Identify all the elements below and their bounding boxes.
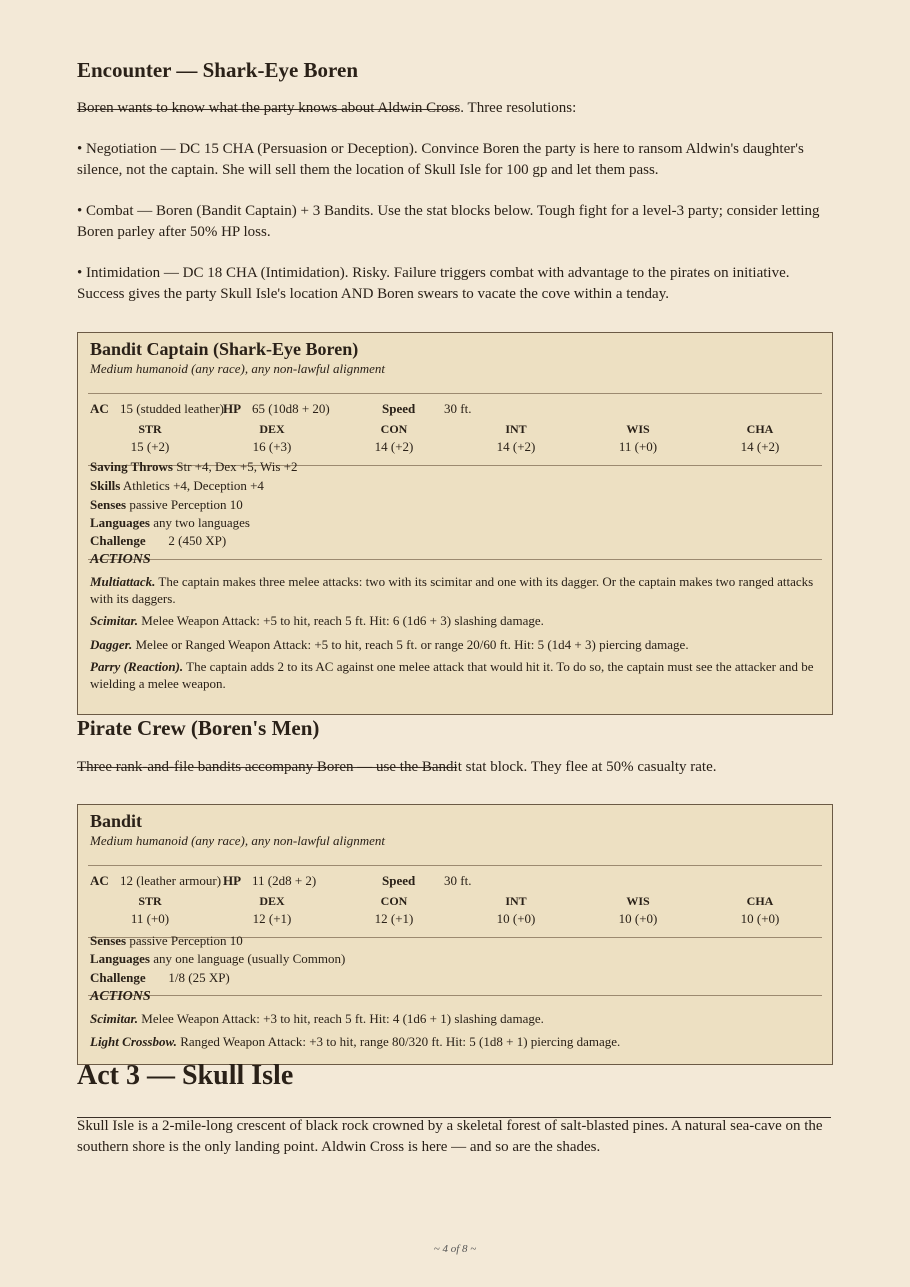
encounter-heading: Encounter — Shark-Eye Boren bbox=[77, 58, 358, 82]
statblock-title: Bandit Captain (Shark-Eye Boren) bbox=[90, 339, 359, 359]
speed-label: Speed bbox=[382, 873, 416, 888]
statblock-type: Medium humanoid (any race), any non-lawful alignment bbox=[90, 833, 385, 848]
action-parry: Parry (Reaction). The captain adds 2 to its AC against one melee attack that would hit it. To do so, the captain must see the attacker and be wielding a melee weapon. bbox=[90, 659, 814, 691]
statblock-type: Medium humanoid (any race), any non-lawful alignment bbox=[90, 361, 385, 376]
languages: Languages any one language (usually Common) bbox=[90, 951, 346, 966]
action-multiattack: Multiattack. The captain makes three melee attacks: two with its scimitar and one with its dagger. Or the captain makes two ranged attacks with its daggers. bbox=[90, 574, 814, 606]
skills: Skills Athletics +4, Deception +4 bbox=[90, 478, 264, 493]
divider bbox=[88, 995, 822, 996]
attr-dex: DEX 12 (+1) bbox=[252, 894, 292, 926]
saving-throws: Saving Throws Str +4, Dex +5, Wis +2 bbox=[90, 459, 298, 474]
attr-str: STR 11 (+0) bbox=[130, 894, 170, 926]
attr-cha: CHA 14 (+2) bbox=[740, 422, 780, 454]
attr-cha: CHA 10 (+0) bbox=[740, 894, 780, 926]
ac-label: AC bbox=[90, 873, 109, 888]
act3-heading: Act 3 — Skull Isle bbox=[77, 1060, 294, 1091]
option-negotiation: • Negotiation — DC 15 CHA (Persuasion or Deception). Convince Boren the party is here to ransom Aldwin's daughter's silence, not the captain. She will sell them the location of Skull Isle for 100 gp and let them pass. bbox=[77, 141, 804, 178]
hp-value: 11 (2d8 + 2) bbox=[252, 873, 317, 888]
senses: Senses passive Perception 10 bbox=[90, 933, 243, 948]
action-scimitar: Scimitar. Melee Weapon Attack: +3 to hit, reach 5 ft. Hit: 4 (1d6 + 1) slashing damage. bbox=[90, 1011, 544, 1026]
challenge: Challenge 2 (450 XP) bbox=[90, 533, 227, 548]
act3-text: Skull Isle is a 2-mile-long crescent of black rock crowned by a skeletal forest of salt-blasted pines. A natural sea-cave on the southern shore is the only landing point. Aldwin Cross is here — and so are the shades. bbox=[77, 1118, 823, 1155]
hp-label: HP bbox=[223, 401, 242, 416]
statblock-bandit-captain bbox=[77, 332, 833, 715]
attr-con: CON 12 (+1) bbox=[374, 894, 414, 926]
challenge: Challenge 1/8 (25 XP) bbox=[90, 970, 230, 985]
divider bbox=[88, 393, 822, 394]
attr-wis: WIS 10 (+0) bbox=[618, 894, 658, 926]
speed-value: 30 ft. bbox=[444, 873, 472, 888]
divider bbox=[88, 559, 822, 560]
crew-text: Three rank-and-file bandits accompany Boren — use the Bandit stat block. They flee at 50% casualty rate. bbox=[77, 759, 717, 775]
action-dagger: Dagger. Melee or Ranged Weapon Attack: +5 to hit, reach 5 ft. or range 20/60 ft. Hit: 5 (1d4 + 3) piercing damage. bbox=[90, 637, 689, 652]
encounter-intro: Boren wants to know what the party knows about Aldwin Cross. Three resolutions: bbox=[77, 100, 577, 116]
speed-value: 30 ft. bbox=[444, 401, 472, 416]
statblock-title: Bandit bbox=[90, 811, 143, 831]
action-scimitar: Scimitar. Melee Weapon Attack: +5 to hit, reach 5 ft. Hit: 6 (1d6 + 3) slashing damage. bbox=[90, 613, 544, 628]
attr-wis: WIS 11 (+0) bbox=[618, 422, 658, 454]
attr-int: INT 14 (+2) bbox=[496, 422, 536, 454]
option-combat: • Combat — Boren (Bandit Captain) + 3 Bandits. Use the stat blocks below. Tough fight for a level-3 party; consider letting Boren parley after 50% HP loss. bbox=[77, 203, 820, 240]
actions-heading: ACTIONS bbox=[90, 989, 151, 1004]
speed-label: Speed bbox=[382, 401, 416, 416]
option-intimidation: • Intimidation — DC 18 CHA (Intimidation). Risky. Failure triggers combat with advantage to the pirates on initiative. Success gives the party Skull Isle's location AND Boren swears to vacate the cove within a tenday. bbox=[77, 265, 790, 302]
hp-value: 65 (10d8 + 20) bbox=[252, 401, 330, 416]
page-number: ~ 4 of 8 ~ bbox=[433, 1243, 477, 1255]
statblock-bandit bbox=[77, 804, 833, 1065]
crew-heading: Pirate Crew (Boren's Men) bbox=[77, 716, 320, 740]
senses: Senses passive Perception 10 bbox=[90, 497, 243, 512]
attr-con: CON 14 (+2) bbox=[374, 422, 414, 454]
divider bbox=[88, 865, 822, 866]
ac-label: AC bbox=[90, 401, 109, 416]
languages: Languages any two languages bbox=[90, 515, 250, 530]
hp-label: HP bbox=[223, 873, 242, 888]
ac-value: 12 (leather armour) bbox=[120, 873, 222, 888]
ac-value: 15 (studded leather) bbox=[120, 401, 224, 416]
action-light-crossbow: Light Crossbow. Ranged Weapon Attack: +3 to hit, range 80/320 ft. Hit: 5 (1d8 + 1) piercing damage. bbox=[90, 1034, 621, 1049]
actions-heading: ACTIONS bbox=[90, 552, 151, 567]
attr-int: INT 10 (+0) bbox=[496, 894, 536, 926]
attr-str: STR 15 (+2) bbox=[130, 422, 170, 454]
attr-dex: DEX 16 (+3) bbox=[252, 422, 292, 454]
